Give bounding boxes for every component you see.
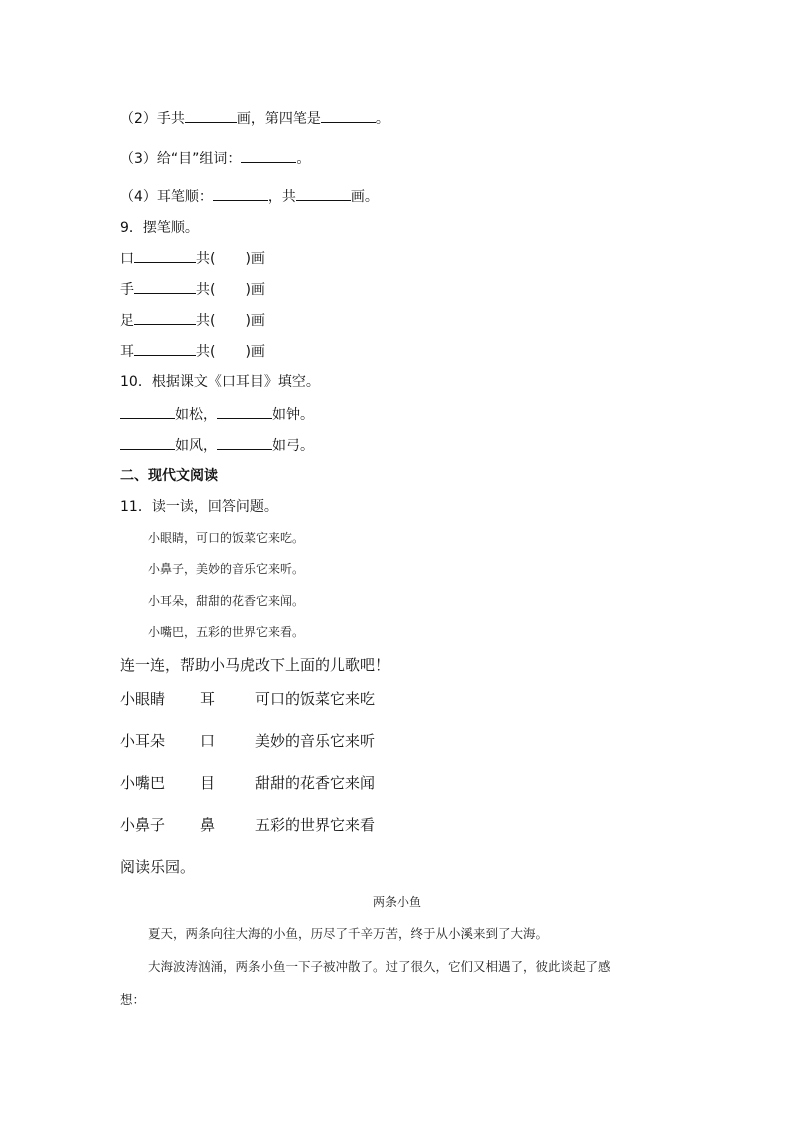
match-right[interactable]: 美妙的音乐它来听 — [255, 732, 376, 750]
match-right[interactable]: 可口的饭菜它来吃 — [255, 690, 376, 708]
q10-title: 10．根据课文《口耳目》填空。 — [120, 374, 320, 390]
answer-blank[interactable] — [185, 108, 237, 123]
answer-blank[interactable] — [134, 279, 196, 294]
q10-line: 如松， 如钟。 — [120, 404, 314, 425]
q11-title: 11．读一读，回答问题。 — [120, 499, 278, 515]
answer-blank[interactable] — [134, 248, 196, 263]
reading-intro: 阅读乐园。 — [120, 858, 196, 876]
answer-blank[interactable] — [134, 310, 196, 325]
match-left[interactable]: 小眼睛 — [120, 690, 166, 708]
story-paragraph: 大海波涛汹涌，两条小鱼一下子被冲散了。过了很久，它们又相遇了，彼此谈起了感 — [148, 959, 611, 974]
answer-blank[interactable] — [241, 148, 296, 163]
match-left[interactable]: 小鼻子 — [120, 816, 166, 834]
q9-title: 9．摆笔顺。 — [120, 220, 199, 236]
poem-line: 小眼睛，可口的饭菜它来吃。 — [148, 531, 305, 545]
match-right[interactable]: 五彩的世界它来看 — [255, 816, 376, 834]
q8-sub2: （2）手共 画，第四笔是 。 — [120, 108, 390, 129]
q9-row: 耳 共( )画 — [120, 341, 265, 362]
q9-row: 手 共( )画 — [120, 279, 265, 300]
match-mid[interactable]: 口 — [200, 732, 216, 750]
poem-line: 小嘴巴，五彩的世界它来看。 — [148, 625, 305, 639]
answer-blank[interactable] — [217, 404, 272, 419]
match-row — [120, 772, 375, 794]
answer-blank[interactable] — [217, 435, 272, 450]
match-row — [120, 688, 375, 710]
match-mid[interactable]: 目 — [200, 774, 216, 792]
match-row — [120, 814, 375, 836]
match-mid[interactable]: 耳 — [200, 690, 216, 708]
story-paragraph-continued: 想： — [120, 992, 146, 1007]
match-row — [120, 730, 375, 752]
q9-row: 口 共( )画 — [120, 248, 265, 269]
answer-blank[interactable] — [296, 186, 351, 201]
answer-blank[interactable] — [120, 435, 175, 450]
q8-sub4: （4）耳笔顺： ，共 画。 — [120, 186, 379, 207]
match-mid[interactable]: 鼻 — [200, 816, 216, 834]
poem-line: 小耳朵，甜甜的花香它来闻。 — [148, 594, 305, 608]
q10-line: 如风， 如弓。 — [120, 435, 314, 456]
answer-blank[interactable] — [213, 186, 268, 201]
story-title: 两条小鱼 — [372, 895, 421, 909]
match-left[interactable]: 小嘴巴 — [120, 774, 166, 792]
poem-line: 小鼻子，美妙的音乐它来听。 — [148, 562, 305, 576]
section-heading: 二、现代文阅读 — [120, 468, 218, 484]
story-paragraph: 夏天，两条向往大海的小鱼，历尽了千辛万苦，终于从小溪来到了大海。 — [148, 926, 549, 941]
answer-blank[interactable] — [321, 108, 376, 123]
q8-sub3: （3）给“目”组词： 。 — [120, 148, 310, 169]
match-right[interactable]: 甜甜的花香它来闻 — [255, 774, 376, 792]
answer-blank[interactable] — [120, 404, 175, 419]
match-left[interactable]: 小耳朵 — [120, 732, 166, 750]
answer-blank[interactable] — [134, 341, 196, 356]
q11-instruction: 连一连，帮助小马虎改下上面的儿歌吧！ — [120, 656, 391, 674]
q9-row: 足 共( )画 — [120, 310, 265, 331]
